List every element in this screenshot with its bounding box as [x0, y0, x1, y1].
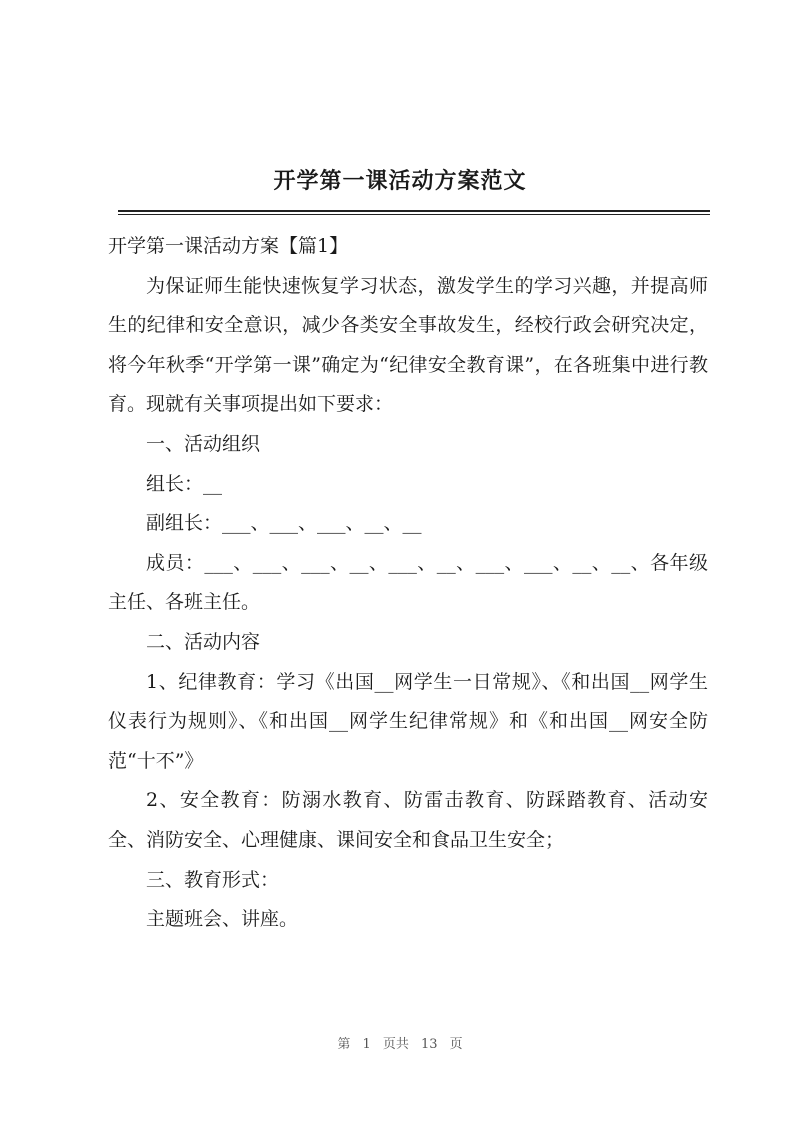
title-divider [118, 210, 710, 212]
team-leader-line: 组长：__ [146, 472, 223, 495]
members-line: 成员：___、___、___、__、___、__、___、___、__、__、各年级主任、各班主任。 [108, 551, 708, 614]
title-divider-thin [118, 214, 710, 215]
deputy-leader-line: 副组长：___、___、___、__、__ [146, 512, 422, 535]
page-number: 第 1 页共 13 页 [337, 1037, 463, 1052]
education-form-line: 主题班会、讲座。 [146, 908, 299, 931]
document-body [108, 227, 708, 940]
paragraph-safety-education: 2、安全教育：防溺水教育、防雷击教育、防踩踏教育、活动安全、消防安全、心理健康、课间安全和食品卫生安全； [108, 789, 708, 851]
heading-activity-content: 二、活动内容 [146, 630, 261, 653]
paragraph-discipline-education: 1、纪律教育：学习《出国__网学生一日常规》、《和出国__网学生仪表行为规则》、《和出国__网学生纪律常规》和《和出国__网安全防范“十不”》 [108, 670, 708, 772]
paragraph-intro: 为保证师生能快速恢复学习状态，激发学生的学习兴趣，并提高师生的纪律和安全意识，减少各类安全事故发生，经校行政会研究决定，将今年秋季“开学第一课”确定为“纪律安全教育课”，在各班集中进行教育。现就有关事项提出如下要求： [108, 274, 708, 416]
section-heading: 开学第一课活动方案【篇1】 [108, 235, 349, 257]
heading-activity-organization: 一、活动组织 [146, 432, 261, 455]
document-title: 开学第一课活动方案范文 [273, 169, 527, 194]
heading-education-form: 三、教育形式： [146, 868, 280, 891]
